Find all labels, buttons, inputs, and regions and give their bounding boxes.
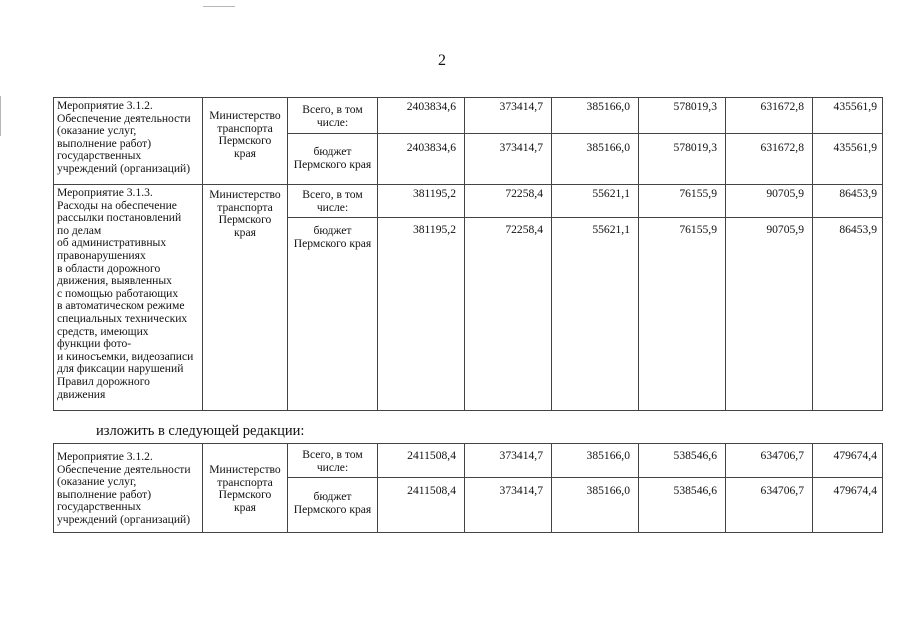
funding-source-cell — [288, 98, 378, 134]
organization-cell — [203, 185, 288, 411]
value-cell: 385166,0 — [552, 98, 639, 134]
value-cell: 90705,9 — [726, 218, 813, 411]
event-text-line: рассылки постановлений — [57, 211, 182, 225]
funding-source-cell — [288, 444, 378, 478]
value-cell: 90705,9 — [726, 185, 813, 218]
event-text-line: Мероприятие 3.1.2. — [57, 450, 153, 463]
funding-source-cell — [288, 134, 378, 185]
organization-cell — [203, 98, 288, 185]
event-text-line: Обеспечение деятельности — [57, 462, 191, 476]
value-cell: 373414,7 — [465, 134, 552, 185]
organization-text-line: Пермского — [218, 213, 272, 227]
value-cell: 2403834,6 — [378, 98, 465, 134]
value-cell: 634706,7 — [726, 478, 813, 533]
event-text-line: (оказание услуг, — [57, 475, 137, 489]
event-text-line: (оказание услуг, — [57, 124, 137, 138]
event-text-line: с помощью работающих — [57, 286, 179, 300]
value-cell: 72258,4 — [465, 218, 552, 411]
organization-text-line: края — [234, 146, 256, 160]
organization-text-line: края — [234, 225, 256, 239]
organization-text-line: транспорта — [217, 121, 273, 135]
funding-source-text: Всего, в том числе: — [302, 448, 363, 474]
organization-text-line: транспорта — [217, 200, 273, 214]
funding-source-cell — [288, 478, 378, 533]
value-cell: 479674,4 — [813, 478, 883, 533]
event-text-line: в автоматическом режиме — [57, 299, 185, 313]
event-text-line: учреждений (организаций) — [57, 161, 191, 175]
table-row — [54, 444, 883, 478]
value-cell: 381195,2 — [378, 218, 465, 411]
event-text-line: выполнение работ) — [57, 487, 152, 501]
event-text-line: функции фото- — [57, 337, 132, 351]
event-text-line: Мероприятие 3.1.3. — [57, 186, 153, 199]
event-text-line: средств, имеющих — [57, 324, 149, 338]
value-cell: 435561,9 — [813, 98, 883, 134]
table-row — [54, 98, 883, 134]
event-text-line: Правил дорожного — [57, 374, 150, 388]
event-text-line: движения, выявленных — [57, 274, 172, 288]
value-cell: 86453,9 — [813, 185, 883, 218]
event-text-line: по делам — [57, 223, 102, 237]
value-cell: 76155,9 — [639, 218, 726, 411]
value-cell: 373414,7 — [465, 478, 552, 533]
value-cell: 381195,2 — [378, 185, 465, 218]
organization-cell — [203, 444, 288, 533]
organization-text-line: Министерство — [209, 463, 281, 476]
value-cell: 385166,0 — [552, 478, 639, 533]
funding-source-text: бюджет Пермского края — [293, 145, 372, 171]
value-cell: 55621,1 — [552, 218, 639, 411]
value-cell: 435561,9 — [813, 134, 883, 185]
budget-table-amended — [53, 443, 883, 533]
value-cell: 578019,3 — [639, 134, 726, 185]
organization-text-line: Пермского — [218, 134, 272, 148]
funding-source-text: Всего, в том числе: — [302, 188, 363, 214]
event-text-line: государственных — [57, 149, 142, 163]
event-cell — [54, 98, 203, 185]
event-cell — [54, 444, 203, 533]
event-text-line: об административных — [57, 236, 167, 250]
value-cell: 2411508,4 — [378, 478, 465, 533]
organization-text-line: транспорта — [217, 475, 273, 489]
event-text-line: для фиксации нарушений — [57, 362, 184, 376]
table-row — [54, 185, 883, 218]
value-cell: 55621,1 — [552, 185, 639, 218]
funding-source-text: бюджет Пермского края — [293, 490, 372, 516]
value-cell: 373414,7 — [465, 98, 552, 134]
funding-source-cell — [288, 218, 378, 411]
event-text-line: учреждений (организаций) — [57, 512, 191, 526]
value-cell: 578019,3 — [639, 98, 726, 134]
funding-source-text: Всего, в том числе: — [302, 103, 363, 129]
value-cell: 373414,7 — [465, 444, 552, 478]
value-cell: 76155,9 — [639, 185, 726, 218]
event-text-line: и киносъемки, видеозаписи — [57, 349, 194, 363]
funding-source-cell — [288, 185, 378, 218]
event-text-line: Обеспечение деятельности — [57, 111, 191, 125]
page-number: 2 — [438, 52, 446, 69]
event-text-line: в области дорожного — [57, 261, 161, 275]
value-cell: 2403834,6 — [378, 134, 465, 185]
event-text-line: государственных — [57, 500, 142, 514]
organization-text-line: Министерство — [209, 188, 281, 201]
event-text-line: правонарушениях — [57, 248, 146, 262]
budget-table-original — [53, 97, 883, 411]
value-cell: 86453,9 — [813, 218, 883, 411]
value-cell: 631672,8 — [726, 98, 813, 134]
value-cell: 385166,0 — [552, 134, 639, 185]
organization-text-line: края — [234, 500, 256, 514]
event-text-line: движения — [57, 387, 106, 401]
organization-text-line: Министерство — [209, 109, 281, 122]
value-cell: 2411508,4 — [378, 444, 465, 478]
value-cell: 538546,6 — [639, 478, 726, 533]
amendment-instruction: изложить в следующей редакции: — [96, 423, 305, 439]
event-text-line: Расходы на обеспечение — [57, 198, 177, 212]
event-cell — [54, 185, 203, 411]
value-cell: 479674,4 — [813, 444, 883, 478]
value-cell: 385166,0 — [552, 444, 639, 478]
value-cell: 538546,6 — [639, 444, 726, 478]
scan-mark — [203, 6, 235, 7]
event-text-line: Мероприятие 3.1.2. — [57, 99, 153, 112]
value-cell: 634706,7 — [726, 444, 813, 478]
value-cell: 631672,8 — [726, 134, 813, 185]
organization-text-line: Пермского — [218, 488, 272, 502]
event-text-line: выполнение работ) — [57, 136, 152, 150]
scan-mark — [0, 96, 1, 136]
funding-source-text: бюджет Пермского края — [293, 224, 372, 250]
event-text-line: специальных технических — [57, 311, 188, 325]
value-cell: 72258,4 — [465, 185, 552, 218]
